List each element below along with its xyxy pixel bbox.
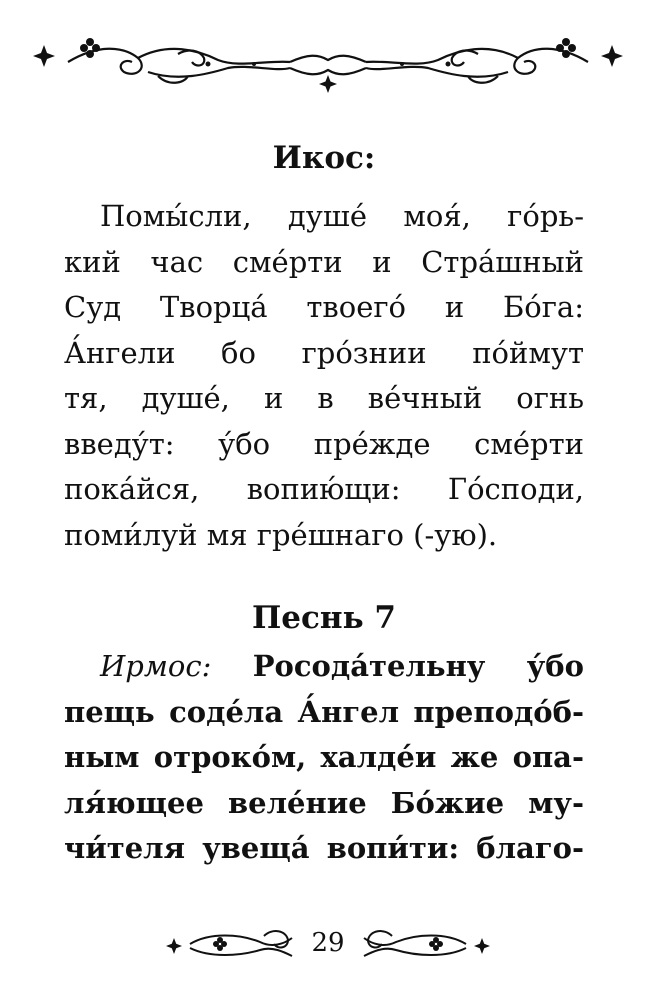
text-line: Помы́сли, душе́ моя́, го́рь- — [100, 199, 584, 233]
page-content — [64, 130, 584, 872]
irmos-first-line-text: Росода́тельну у́бо — [252, 649, 584, 683]
text-line: пока́йся, вопию́щи: Го́споди, — [64, 472, 584, 506]
text-line: ным отроко́м, халде́и же опа- — [64, 740, 584, 774]
text-line: ля́ющее веле́ние Бо́жие му- — [64, 785, 584, 820]
irmos-paragraph — [64, 644, 584, 872]
text-line: чи́теля увеща́ вопи́ти: благо- — [64, 831, 584, 865]
page-number: 29 — [311, 928, 345, 958]
text-line-first — [64, 644, 584, 690]
text-line: тя, душе́, и в ве́чный огнь — [64, 381, 584, 415]
text-line: Суд Творца́ твоего́ и Бо́га: — [64, 290, 584, 324]
irmos-label: Ирмос: — [100, 649, 212, 683]
top-floral-ornament — [28, 34, 628, 94]
section-heading-song: Песнь 7 — [252, 600, 396, 636]
text-line: поми́луй мя гре́шнаго (-ую). — [64, 517, 498, 552]
text-line: введу́т: у́бо пре́жде сме́рти — [64, 426, 584, 461]
text-line: кий час сме́рти и Стра́шный — [64, 244, 584, 279]
text-line: А́нгели бо гро́знии по́ймут — [64, 335, 584, 370]
ikos-paragraph — [64, 194, 584, 558]
section-heading-ikos: Икос: — [272, 140, 376, 176]
text-line: пещь соде́ла А́нгел преподо́б- — [64, 694, 584, 729]
